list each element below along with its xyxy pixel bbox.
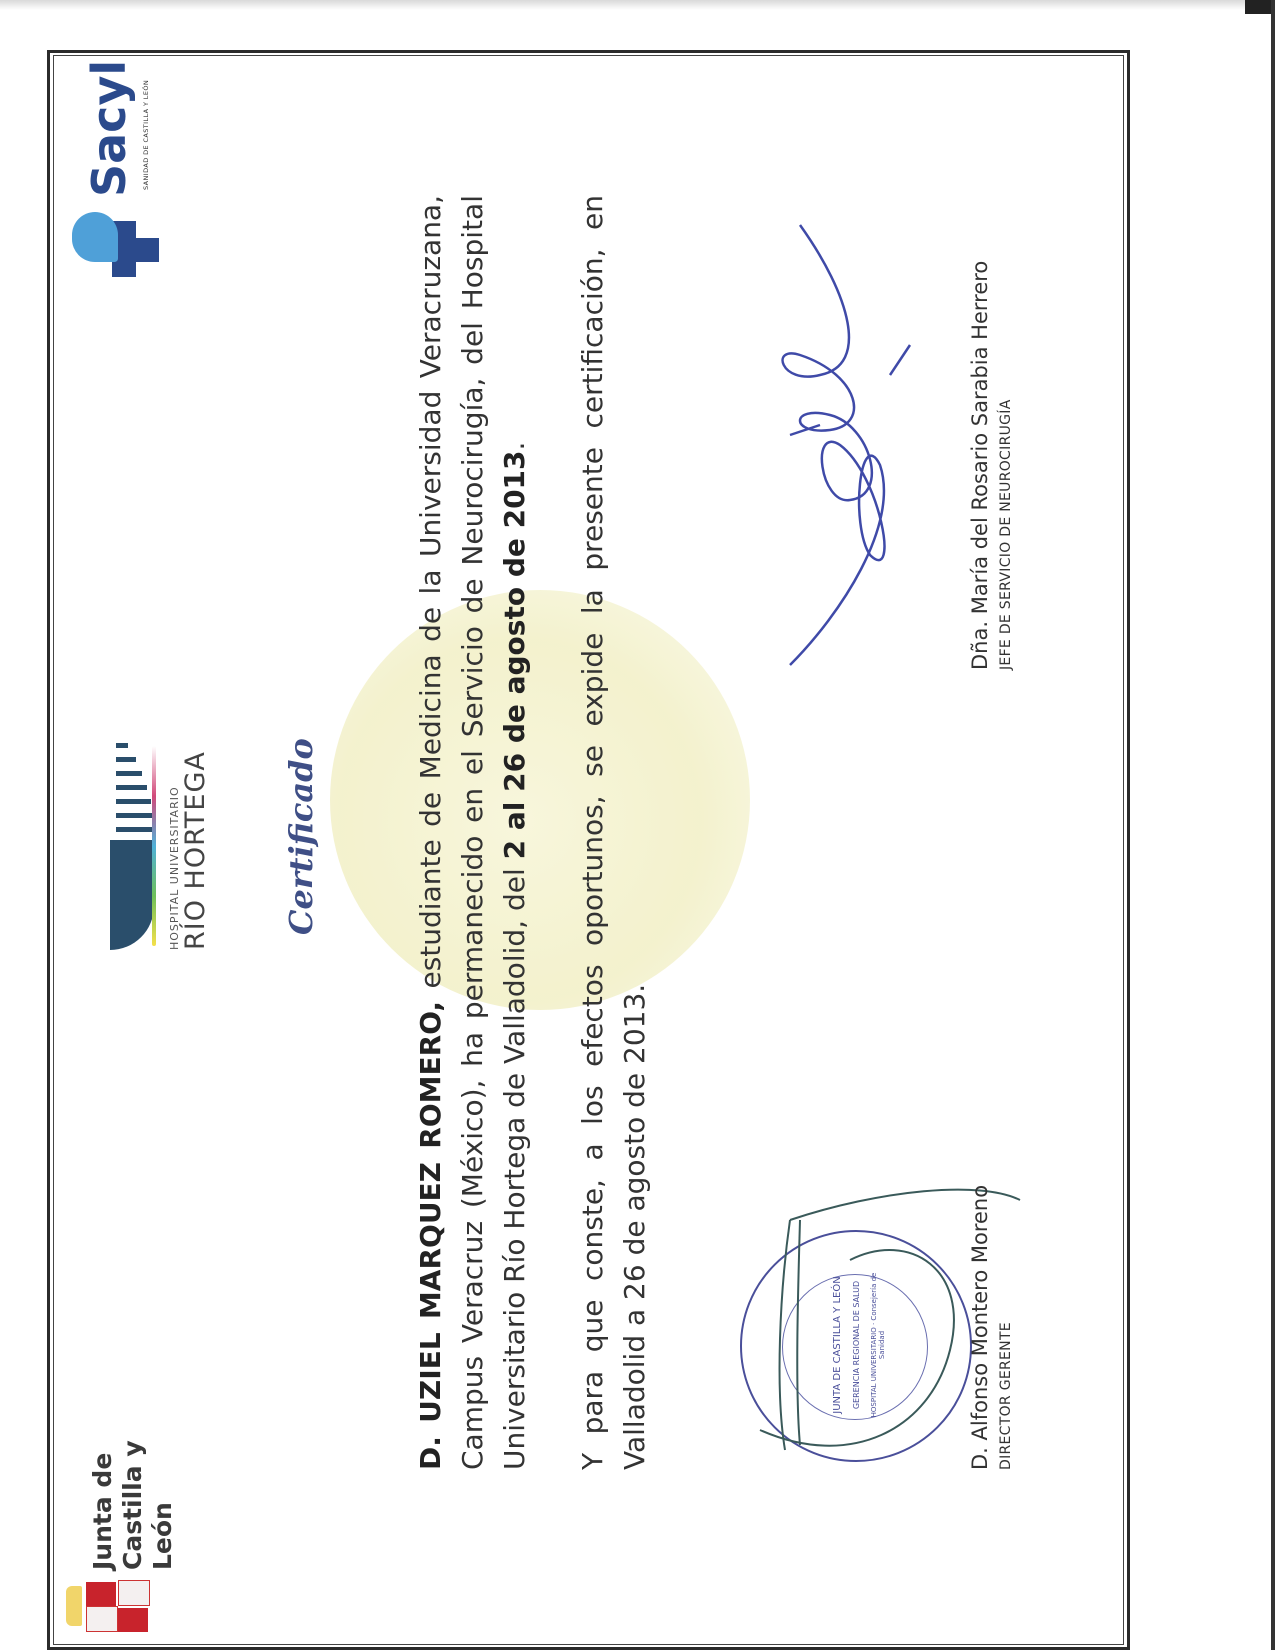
signatory-right-name: Dña. María del Rosario Sarabia Herrero [968, 260, 992, 670]
crown-icon [66, 1586, 82, 1626]
hospital-logo [108, 670, 218, 950]
hospital-title: RÍO HORTEGA [180, 751, 211, 950]
stay-dates: 2 al 26 de agosto de 2013 [498, 450, 531, 860]
signatory-right [968, 261, 1014, 670]
signatory-right-role: JEFE DE SERVICIO DE NEUROCIRUGÍA [998, 399, 1014, 670]
stamp-inner-text: GERENCIA REGIONAL DE SALUD [852, 1280, 861, 1410]
sacyl-subtitle: SANIDAD DE CASTILLA Y LEÓN [142, 79, 150, 190]
stamp-ring-text: JUNTA DE CASTILLA Y LEÓN [832, 1276, 843, 1414]
recipient-name: D. UZIEL MARQUEZ ROMERO, [414, 1000, 447, 1470]
junta-logo [58, 1372, 177, 1632]
hospital-subtitle: HOSPITAL UNIVERSITARIO [168, 786, 181, 950]
hospital-bars-icon [116, 743, 156, 832]
body-paragraph-1 [410, 195, 536, 1470]
hospital-swoosh-icon [110, 840, 154, 950]
stamp-lower-text: HOSPITAL UNIVERSITARIO · Consejería de Sanidad [870, 1272, 886, 1418]
sacyl-logo [62, 59, 162, 272]
right-signature [760, 205, 950, 675]
body-text-1: estudiante de Medicina de la Universidad Veracruzana, Campus Veracruz (México), ha permanecido en el Servicio de Neurocirugía, del Hospital Universitario Río Hortega de Valladolid, del [414, 195, 531, 1470]
body-paragraph-2: Y para que conste, a los efectos oportunos, se expide la presente certificación, en Valladolid a 26 de agosto de 2013. [576, 195, 651, 1470]
certificate-body [410, 195, 692, 1470]
coat-of-arms-icon [86, 1580, 150, 1632]
sacyl-drop-icon [72, 212, 118, 262]
body-text-2: . [498, 441, 531, 451]
junta-line1: Junta de [88, 1452, 117, 1570]
junta-line2: Castilla y León [118, 1440, 177, 1570]
hospital-rainbow-line [152, 746, 156, 946]
certificate-title: Certificado [282, 738, 320, 935]
sacyl-wordmark: Sacyl [82, 59, 136, 197]
signatory-left [968, 1185, 1014, 1470]
junta-logo-text [88, 1372, 178, 1570]
signatory-left-role: DIRECTOR GERENTE [998, 1322, 1014, 1470]
signatory-left-name: D. Alfonso Montero Moreno [968, 1184, 992, 1470]
